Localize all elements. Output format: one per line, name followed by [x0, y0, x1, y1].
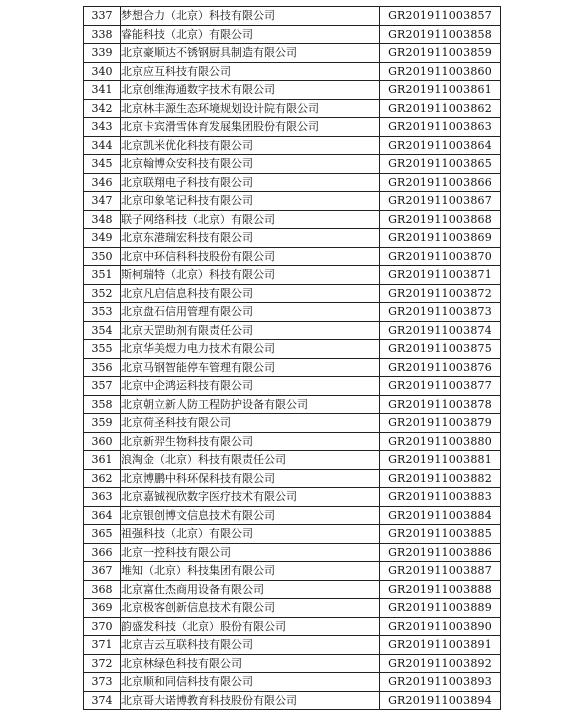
certificate-code: GR201911003878	[380, 395, 501, 414]
table-row	[84, 118, 501, 137]
row-number: 355	[84, 340, 121, 359]
certificate-code: GR201911003871	[380, 266, 501, 285]
table-row	[84, 673, 501, 692]
company-name: 北京极客创新信息技术有限公司	[121, 599, 380, 618]
table-row	[84, 99, 501, 118]
certificate-code: GR201911003881	[380, 451, 501, 470]
table-row	[84, 247, 501, 266]
company-name: 睿能科技（北京）有限公司	[121, 25, 380, 44]
row-number: 352	[84, 284, 121, 303]
row-number: 359	[84, 414, 121, 433]
table-row	[84, 321, 501, 340]
company-name: 北京朝立新人防工程防护设备有限公司	[121, 395, 380, 414]
company-name: 北京银创博文信息技术有限公司	[121, 506, 380, 525]
company-name: 北京卡宾滑雪体育发展集团股份有限公司	[121, 118, 380, 137]
certificate-code: GR201911003891	[380, 636, 501, 655]
row-number: 353	[84, 303, 121, 322]
certificate-code: GR201911003883	[380, 488, 501, 507]
table-row	[84, 543, 501, 562]
company-name: 北京天罡助剂有限责任公司	[121, 321, 380, 340]
row-number: 357	[84, 377, 121, 396]
row-number: 351	[84, 266, 121, 285]
company-name: 北京凡启信息科技有限公司	[121, 284, 380, 303]
company-table-body	[84, 7, 501, 710]
company-table	[83, 6, 501, 710]
row-number: 349	[84, 229, 121, 248]
company-name: 浪淘金（北京）科技有限责任公司	[121, 451, 380, 470]
certificate-code: GR201911003868	[380, 210, 501, 229]
company-name: 北京东港瑞宏科技有限公司	[121, 229, 380, 248]
table-row	[84, 654, 501, 673]
table-row	[84, 266, 501, 285]
table-row	[84, 358, 501, 377]
table-row	[84, 340, 501, 359]
certificate-code: GR201911003874	[380, 321, 501, 340]
row-number: 361	[84, 451, 121, 470]
table-row	[84, 303, 501, 322]
company-name: 祖强科技（北京）有限公司	[121, 525, 380, 544]
table-row	[84, 691, 501, 710]
table-row	[84, 192, 501, 211]
company-name: 北京联翔电子科技有限公司	[121, 173, 380, 192]
certificate-code: GR201911003884	[380, 506, 501, 525]
row-number: 371	[84, 636, 121, 655]
company-name: 北京应互科技有限公司	[121, 62, 380, 81]
certificate-code: GR201911003885	[380, 525, 501, 544]
row-number: 345	[84, 155, 121, 174]
row-number: 365	[84, 525, 121, 544]
company-name: 梦想合力（北京）科技有限公司	[121, 7, 380, 26]
row-number: 374	[84, 691, 121, 710]
company-name: 北京印象笔记科技有限公司	[121, 192, 380, 211]
row-number: 364	[84, 506, 121, 525]
row-number: 339	[84, 44, 121, 63]
certificate-code: GR201911003889	[380, 599, 501, 618]
table-row	[84, 525, 501, 544]
certificate-code: GR201911003862	[380, 99, 501, 118]
row-number: 341	[84, 81, 121, 100]
certificate-code: GR201911003877	[380, 377, 501, 396]
company-name: 北京盘石信用管理有限公司	[121, 303, 380, 322]
certificate-code: GR201911003870	[380, 247, 501, 266]
table-row	[84, 580, 501, 599]
certificate-code: GR201911003894	[380, 691, 501, 710]
company-name: 北京豪顺达不锈钢厨具制造有限公司	[121, 44, 380, 63]
row-number: 337	[84, 7, 121, 26]
certificate-code: GR201911003886	[380, 543, 501, 562]
certificate-code: GR201911003890	[380, 617, 501, 636]
certificate-code: GR201911003880	[380, 432, 501, 451]
certificate-code: GR201911003857	[380, 7, 501, 26]
row-number: 358	[84, 395, 121, 414]
company-name: 联子网络科技（北京）有限公司	[121, 210, 380, 229]
row-number: 347	[84, 192, 121, 211]
certificate-code: GR201911003892	[380, 654, 501, 673]
table-row	[84, 155, 501, 174]
table-row	[84, 488, 501, 507]
company-name: 北京博鹏中科环保科技有限公司	[121, 469, 380, 488]
table-row	[84, 44, 501, 63]
table-row	[84, 7, 501, 26]
table-row	[84, 617, 501, 636]
table-row	[84, 469, 501, 488]
table-row	[84, 395, 501, 414]
table-row	[84, 25, 501, 44]
company-name: 北京华美煜力电力技术有限公司	[121, 340, 380, 359]
company-name: 北京中企鸿运科技有限公司	[121, 377, 380, 396]
table-row	[84, 432, 501, 451]
company-name: 北京吉云互联科技有限公司	[121, 636, 380, 655]
table-row	[84, 229, 501, 248]
company-name: 北京嘉铖视欣数字医疗技术有限公司	[121, 488, 380, 507]
certificate-code: GR201911003858	[380, 25, 501, 44]
row-number: 370	[84, 617, 121, 636]
table-row	[84, 414, 501, 433]
table-row	[84, 451, 501, 470]
row-number: 342	[84, 99, 121, 118]
table-row	[84, 81, 501, 100]
certificate-code: GR201911003867	[380, 192, 501, 211]
row-number: 363	[84, 488, 121, 507]
table-row	[84, 136, 501, 155]
certificate-code: GR201911003893	[380, 673, 501, 692]
row-number: 366	[84, 543, 121, 562]
row-number: 343	[84, 118, 121, 137]
certificate-code: GR201911003864	[380, 136, 501, 155]
row-number: 356	[84, 358, 121, 377]
company-name: 北京林绿色科技有限公司	[121, 654, 380, 673]
table-row	[84, 210, 501, 229]
table-row	[84, 173, 501, 192]
certificate-code: GR201911003859	[380, 44, 501, 63]
company-name: 北京林丰源生态环境规划设计院有限公司	[121, 99, 380, 118]
company-name: 北京凯米优化科技有限公司	[121, 136, 380, 155]
certificate-code: GR201911003879	[380, 414, 501, 433]
row-number: 360	[84, 432, 121, 451]
company-name: 斯柯瑞特（北京）科技有限公司	[121, 266, 380, 285]
company-name: 北京哥大诺博教育科技股份有限公司	[121, 691, 380, 710]
row-number: 350	[84, 247, 121, 266]
company-name: 北京创维海通数字技术有限公司	[121, 81, 380, 100]
certificate-code: GR201911003875	[380, 340, 501, 359]
company-name: 北京荷圣科技有限公司	[121, 414, 380, 433]
company-name: 堆知（北京）科技集团有限公司	[121, 562, 380, 581]
row-number: 354	[84, 321, 121, 340]
row-number: 373	[84, 673, 121, 692]
row-number: 340	[84, 62, 121, 81]
company-name: 北京新羿生物科技有限公司	[121, 432, 380, 451]
company-name: 北京顺和同信科技有限公司	[121, 673, 380, 692]
certificate-code: GR201911003863	[380, 118, 501, 137]
row-number: 362	[84, 469, 121, 488]
certificate-code: GR201911003888	[380, 580, 501, 599]
table-row	[84, 636, 501, 655]
table-row	[84, 284, 501, 303]
certificate-code: GR201911003873	[380, 303, 501, 322]
certificate-code: GR201911003866	[380, 173, 501, 192]
certificate-code: GR201911003876	[380, 358, 501, 377]
company-name: 北京中环信科科技股份有限公司	[121, 247, 380, 266]
company-name: 北京马钢智能停车管理有限公司	[121, 358, 380, 377]
certificate-code: GR201911003887	[380, 562, 501, 581]
row-number: 369	[84, 599, 121, 618]
certificate-code: GR201911003882	[380, 469, 501, 488]
company-name: 韵盛发科技（北京）股份有限公司	[121, 617, 380, 636]
certificate-code: GR201911003861	[380, 81, 501, 100]
certificate-code: GR201911003869	[380, 229, 501, 248]
row-number: 367	[84, 562, 121, 581]
company-name: 北京一控科技有限公司	[121, 543, 380, 562]
table-row	[84, 62, 501, 81]
row-number: 372	[84, 654, 121, 673]
table-row	[84, 506, 501, 525]
table-row	[84, 599, 501, 618]
certificate-code: GR201911003872	[380, 284, 501, 303]
row-number: 348	[84, 210, 121, 229]
certificate-code: GR201911003860	[380, 62, 501, 81]
row-number: 344	[84, 136, 121, 155]
table-row	[84, 377, 501, 396]
row-number: 338	[84, 25, 121, 44]
company-name: 北京富仕杰商用设备有限公司	[121, 580, 380, 599]
row-number: 346	[84, 173, 121, 192]
row-number: 368	[84, 580, 121, 599]
table-row	[84, 562, 501, 581]
certificate-code: GR201911003865	[380, 155, 501, 174]
company-name: 北京翰博众安科技有限公司	[121, 155, 380, 174]
